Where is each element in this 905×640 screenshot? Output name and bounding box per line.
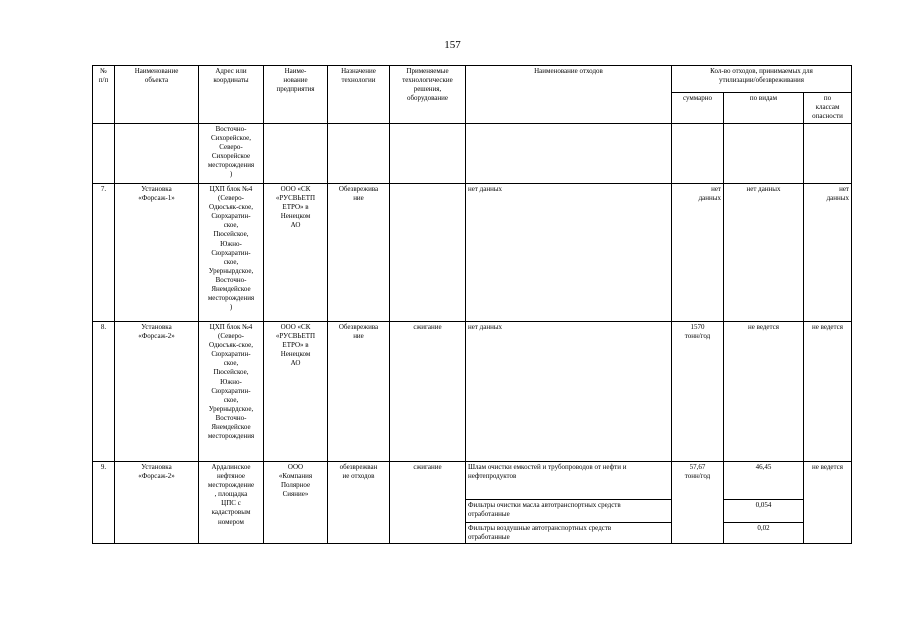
row-waste: Фильтры очистки масла автотранспортных средств отработанные — [466, 500, 672, 523]
row-waste: нет данных — [466, 322, 672, 462]
row-purpose: обезврежван ие отходов — [328, 462, 390, 544]
row-num: 8. — [93, 322, 115, 462]
row-purpose: Обезврежива ние — [328, 184, 390, 322]
row-by-type: не ведется — [724, 322, 804, 462]
header-company: Наиме- нование предприятия — [264, 66, 328, 124]
row-waste: Фильтры воздушные автотранспортных средств отработанные — [466, 523, 672, 544]
page-number: 157 — [444, 39, 461, 51]
continuation-row — [93, 124, 852, 184]
row-by-class: не ведется — [804, 322, 852, 462]
row-tech: сжигание — [390, 322, 466, 462]
row-object: Установка «Форсаж-2» — [115, 462, 199, 544]
row-company: ООО «СК «РУСВЬЕТП ЕТРО» в Ненецком АО — [264, 184, 328, 322]
row-total: 57,67 тонн/год — [672, 462, 724, 544]
header-tech: Применяемые технологические решения, оборудование — [390, 66, 466, 124]
header-by-type: по видам — [724, 93, 804, 124]
table-row — [93, 462, 852, 500]
row-by-type: 46,45 — [724, 462, 804, 500]
row-address: ЦХП блок №4 (Северо- Одюсъяк-ское, Сюрхаратин- ское, Пюсейское, Южно- Сюрхаратин- ское, Урернырдское, Восточно- Янемдейское месторождения ) — [199, 184, 264, 322]
row-num: 9. — [93, 462, 115, 544]
header-num: № п/п — [93, 66, 115, 124]
row-address: ЦХП блок №4 (Северо- Одюсъяк-ское, Сюрхаратин- ское, Пюсейское, Южно- Сюрхаратин- ское, Урернырдское, Восточно- Янемдейское месторождения — [199, 322, 264, 462]
header-total: суммарно — [672, 93, 724, 124]
row-waste: Шлам очистки емкостей и трубопроводов от нефти и нефтепродуктов — [466, 462, 672, 500]
row-tech — [390, 184, 466, 322]
header-row — [93, 66, 852, 93]
row-total: 1570 тонн/год — [672, 322, 724, 462]
row-by-class: не ведется — [804, 462, 852, 544]
row-purpose: Обезврежива ние — [328, 322, 390, 462]
row-address: Ардалинское нефтяное месторождение , площадка ЦПС с кадастровым номером — [199, 462, 264, 544]
header-address: Адрес или координаты — [199, 66, 264, 124]
row-object: Установка «Форсаж-2» — [115, 322, 199, 462]
header-purpose: Назначение технологии — [328, 66, 390, 124]
row-by-class: нет данных — [804, 184, 852, 322]
row-num: 7. — [93, 184, 115, 322]
row-waste: нет данных — [466, 184, 672, 322]
header-object: Наименование объекта — [115, 66, 199, 124]
row-company: ООО «СК «РУСВЬЕТП ЕТРО» в Ненецком АО — [264, 322, 328, 462]
row-tech: сжигание — [390, 462, 466, 544]
waste-facilities-table — [92, 65, 852, 544]
table-row — [93, 322, 852, 462]
table-row — [93, 184, 852, 322]
row-company: ООО «Компания Полярное Сияние» — [264, 462, 328, 544]
row-by-type: 0,02 — [724, 523, 804, 544]
row-total: нет данных — [672, 184, 724, 322]
header-waste: Наименование отходов — [466, 66, 672, 124]
header-amount-group: Кол-во отходов, принимаемых для утилизации/обезвреживания — [672, 66, 852, 93]
continuation-address: Восточно- Сихорейское, Северо- Сихорейское месторождения ) — [199, 124, 264, 184]
header-by-class: по классам опасности — [804, 93, 852, 124]
row-object: Установка «Форсаж-1» — [115, 184, 199, 322]
row-by-type: нет данных — [724, 184, 804, 322]
row-by-type: 0,054 — [724, 500, 804, 523]
